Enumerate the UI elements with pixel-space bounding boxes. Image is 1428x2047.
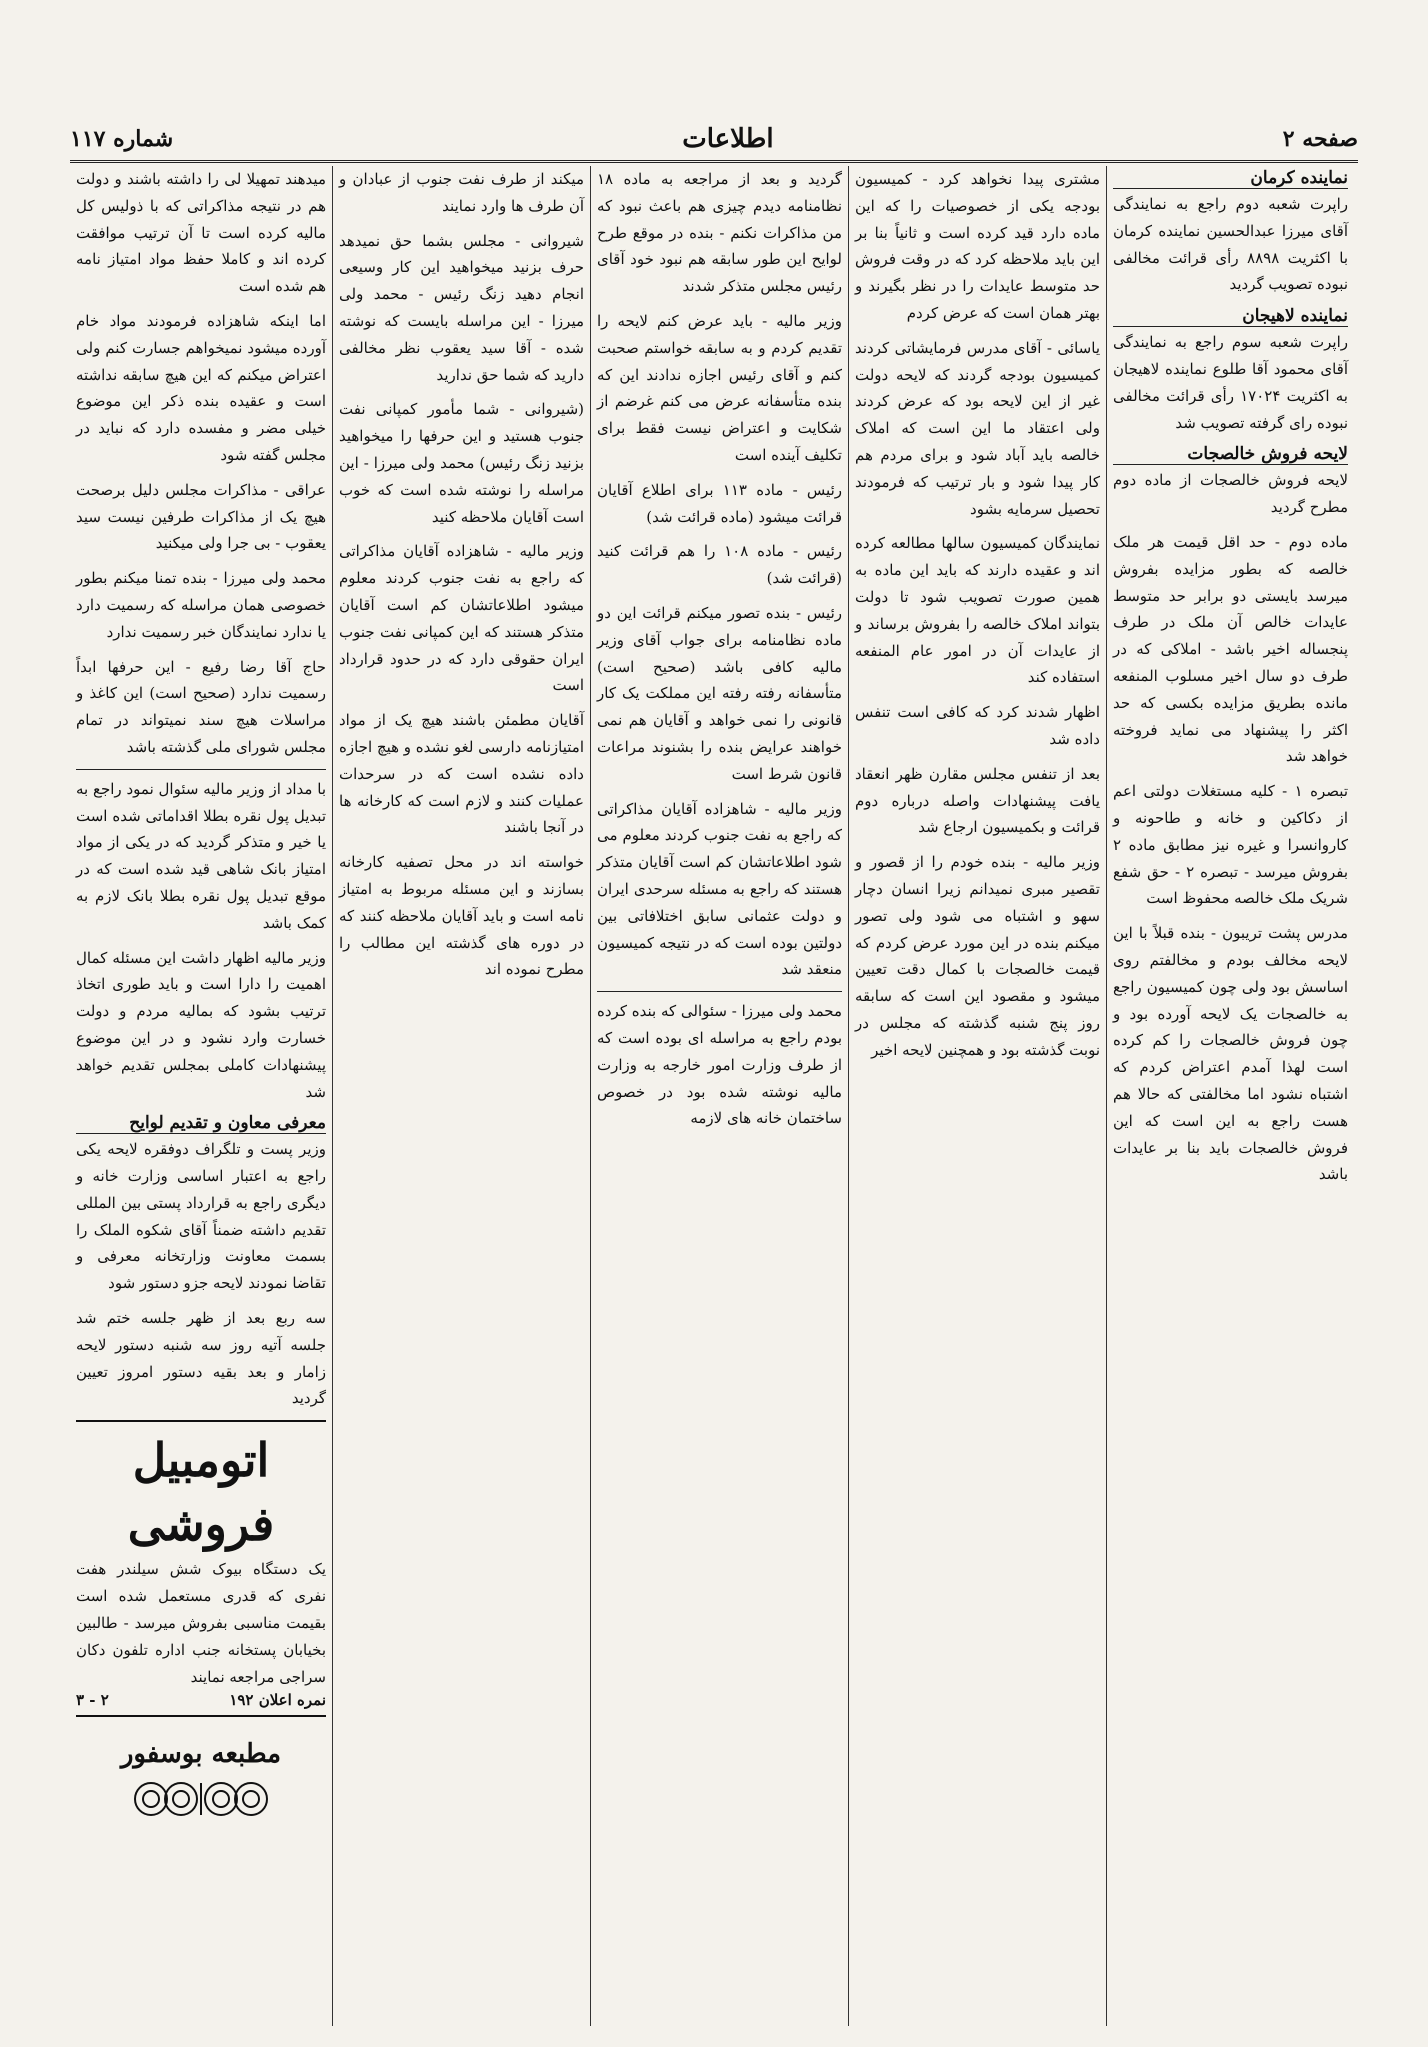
section-title: معرفی معاون و تقدیم لوایح — [76, 1113, 326, 1134]
paragraph: نمایندگان کمیسیون سالها مطالعه کرده اند و عقیده دارند که باید این ماده به همین صورت تصویب شود تا دولت بتواند املاک خالصه را بفروش برساند و از عایدات آن در امور عام المنفعه استفاده کند — [855, 534, 1100, 687]
paragraph: شیروانی - مجلس بشما حق نمیدهد حرف بزنید میخواهید این کار وسیعی انجام دهید زنگ رئیس - محمد ولی میرزا - این مراسله بایست که نوشته شده - آقا سید یعقوب نظر مخالفی دارید که شما حق ندارید — [339, 231, 584, 384]
ad-number: نمره اعلان ۱۹۲ — [229, 1691, 326, 1710]
paragraph: رئیس - ماده ۱۰۸ را هم قرائت کنید (قرائت شد) — [597, 542, 842, 588]
paragraph: محمد ولی میرزا - سئوالی که بنده کرده بودم راجع به مراسله ای بوده است که از طرف وزارت امور خارجه به وزارت مالیه نوشته شده بود در خصوص ساختمان خانه های لازمه — [597, 1002, 842, 1128]
newspaper-title: اطلاعات — [682, 124, 774, 154]
paragraph: میدهند تمهیلا لی را داشته باشند و دولت هم در نتیجه مذاکراتی که با ذولیس کل مالیه کرده است تا آن ترتیب موافقت کرده اند و کاملا حفظ مواد امتیاز نامه هم شده است — [76, 170, 326, 296]
paragraph: لایحه فروش خالصجات از ماده دوم مطرح گردید — [1113, 471, 1348, 517]
divider — [76, 769, 326, 770]
ad-body: یک دستگاه بیوک شش سیلندر هفت نفری که قدری مستعمل شده است بقیمت مناسبی بفروش میرسد - طالبین بخیابان پستخانه جنب اداره تلفون دکان سراجی مراجعه نمایند — [76, 1560, 326, 1687]
paragraph: رئیس - ماده ۱۱۳ برای اطلاع آقایان قرائت میشود (ماده قرائت شد) — [597, 480, 842, 526]
paragraph: راپرت شعبه سوم راجع به نمایندگی آقای محمود آقا طلوع نماینده لاهیجان به اکثریت ۱۷۰۲۴ رأی قرائت مخالفی نبوده رای گرفته تصویب شد — [1113, 333, 1348, 432]
section-title: لایحه فروش خالصجات — [1113, 444, 1348, 465]
paragraph: ماده دوم - حد اقل قیمت هر ملک خالصه که بطور مزایده بفروش میرسد بایستی دو برابر حد متوسط عایدات خالص آن ملک در طرف پنجساله اخیر باشد - املاکی که در طرف دو سال اخیر مسلوب المنفعه مانده بطریق مزایده بکسی که حد اکثر را پیشنهاد می نماید فروخته خواهد شد — [1113, 532, 1348, 766]
paragraph: راپرت شعبه دوم راجع به نمایندگی آقای میرزا عبدالحسین نماینده کرمان با اکثریت ۸۸۹۸ رأی قرائت مخالفی نبوده تصویب گردید — [1113, 195, 1348, 294]
paragraph: خواسته اند در محل تصفیه کارخانه بسازند و این مسئله مربوط به امتیاز نامه است و باید آقایان ملاحظه کنند که در دوره های گذشته این مطالب را مطرح نموده اند — [339, 853, 584, 979]
paragraph: وزیر مالیه اظهار داشت این مسئله کمال اهمیت را دارا است و باید طوری اتخاذ ترتیب بشود که بمالیه مردم و دولت خسارت وارد نشود و در این موضوع پیشنهادات کاملی بمجلس تقدیم خواهد شد — [76, 948, 326, 1101]
paragraph: سه ربع بعد از ظهر جلسه ختم شد جلسه آتیه روز سه شنبه دستور لایحه زامار و بعد بقیه دستور امروز تعیین گردید — [76, 1309, 326, 1408]
page-header — [70, 118, 1358, 163]
column-4 — [332, 166, 590, 2026]
paragraph: وزیر مالیه - شاهزاده آقایان مذاکراتی که راجع به نفت جنوب کردند معلوم میشود اطلاعاتشان کم است آقایان متذکر هستند که این کمپانی نفت جنوب ایران حقوقی دارد که در حدود قرارداد است — [339, 542, 584, 695]
paragraph: وزیر مالیه - شاهزاده آقایان مذاکراتی که راجع به نفت جنوب کردند معلوم می شود اطلاعاتشان کم است آقایان متذکر هستند که راجع به مسئله سرحدی ایران و دولت عثمانی سابق اختلافاتی بین دولتین بوده است که در نتیجه کمیسیون منعقد شد — [597, 799, 842, 979]
column-3 — [590, 166, 848, 2026]
paragraph: وزیر پست و تلگراف دوفقره لایحه یکی راجع به اعتبار اساسی وزارت خانه و دیگری راجع به قرارداد پستی بین المللی تقدیم داشته ضمناً آقای شکوه الملک را بسمت معاونت وزارتخانه معرفی و تقاضا نمودند لایحه جزو دستور شود — [76, 1140, 326, 1293]
printer-name: مطبعه بوسفور — [120, 1739, 282, 1770]
ad-number-row — [76, 1691, 326, 1709]
paragraph: محمد ولی میرزا - بنده تمنا میکنم بطور خصوصی همان مراسله که رسمیت دارد یا ندارد نمایندگان خبر رسمیت ندارد — [76, 569, 326, 641]
paragraph: مدرس پشت تریبون - بنده قبلاً با این لایحه مخالف بودم و مخالفتم روی اساسش بود ولی چون کمیسیون راجع به خالصجات یک لایحه آورده بود و چون فروش خالصجات را کم کرده است لهذا آمدم اعتراض کردم که اشتباه نشود اما مخالفتی که حالا هم هست راجع به این است که این فروش خالصجات باید بنا بر عایدات باشد — [1113, 924, 1348, 1184]
divider — [597, 991, 842, 992]
section-title: نماینده کرمان — [1113, 168, 1348, 189]
paragraph: گردید و بعد از مراجعه به ماده ۱۸ نظامنامه دیدم چیزی هم باعث نبود که من مذاکرات نکنم - بنده در موقع طرح لوایح این طور سابقه هم نبود خود آقای رئیس مجلس متذکر شدند — [597, 170, 842, 296]
paragraph: یاسائی - آقای مدرس فرمایشاتی کردند کمیسیون بودجه گردند که لایحه دولت غیر از این لایحه بود که عرض کردند ولی اعتقاد ما این است که املاک خالصه باید آباد شود و برای مردم هم کار پیدا شود و بار ترتیب که فرمودند تحصیل سرمایه بشود — [855, 338, 1100, 518]
page-number: صفحه ۲ — [1282, 126, 1358, 152]
column-1 — [1106, 166, 1354, 2026]
column-5 — [70, 166, 332, 2026]
ad-title: اتومبیل فروشی — [127, 1433, 275, 1552]
paragraph: با مداد از وزیر مالیه سئوال نمود راجع به تبدیل پول نقره بطلا اقداماتی شده است یا خیر و متذکر گردید که در یکی از مواد امتیاز بانک شاهی قید شده است که در موقع تبدیل پول نقره بطلا بانک لازم به کمک باشد — [76, 779, 326, 932]
paragraph: عراقی - مذاکرات مجلس دلیل برصحت هیچ یک از مذاکرات طرفین نیست سید یعقوب - بی جرا ولی میکنید — [76, 480, 326, 553]
paragraph: اظهار شدند کرد که کافی است تنفس داده شد — [855, 703, 1100, 748]
ornament-icon — [76, 1777, 326, 1821]
columns — [70, 166, 1354, 2026]
paragraph: وزیر مالیه - باید عرض کنم لایحه را تقدیم کردم و به سابقه خواستم صحبت کنم و آقای رئیس اجازه ندادند این که بنده متأسفانه عرض می کنم غرضم از شکایت و اعتراض نیست فقط برای تکلیف آینده است — [597, 311, 842, 464]
paragraph: (شیروانی - شما مأمور کمپانی نفت جنوب هستید و این حرفها را میخواهید بزنید زنگ رئیس) محمد ولی میرزا - این مراسله را نوشته شده است که خوب است آقایان ملاحظه کنید — [339, 400, 584, 526]
paragraph: مشتری پیدا نخواهد کرد - کمیسیون بودجه یکی از خصوصیات را که این ماده دارد قید کرده است و ثانیاً بنا بر این باید ملاحظه کرد که در وقت فروش حد متوسط عایدات را در نظر بگیرند و بهتر همان است که عرض کردم — [855, 170, 1100, 322]
paragraph: اما اینکه شاهزاده فرمودند مواد خام آورده میشود نمیخواهم جسارت کنم ولی اعتراض میکنم که این هیچ سابقه نداشته است و عقیده بنده ذکر این موضوع خیلی مضر و مفسده دارد که نباید در مجلس گفته شود — [76, 311, 326, 464]
classified-ad — [76, 1420, 326, 1717]
paragraph: رئیس - بنده تصور میکنم قرائت این دو ماده نظامنامه برای جواب آقای وزیر مالیه کافی باشد (صحیح است) متأسفانه رفته رفته این مملکت یک کار قانونی را نمی خواهد و آقایان هم نمی خواهند عرایض بنده را بشنوند مراعات قانون شرط است — [597, 603, 842, 783]
paragraph: میکند از طرف نفت جنوب از عبادان و آن طرف ها وارد نمایند — [339, 170, 584, 215]
paragraph: حاج آقا رضا رفیع - این حرفها ابداً رسمیت ندارد (صحیح است) این کاغذ و مراسلات هیچ سند نمیتواند در تمام مجلس شورای ملی گذشته باشد — [76, 657, 326, 756]
paragraph: وزیر مالیه - بنده خودم را از قصور و تقصیر مبری نمیدانم زیرا انسان دچار سهو و اشتباه می شود ولی تصور میکنم بنده در این مورد عرض کردم که قیمت خالصجات با کمال دقت تعیین میشود و مقصود این است که سابقه روز پنج شنبه گذشته که مجلس در نوبت گذشته بود و همچنین لایحه اخیر — [855, 853, 1100, 1059]
paragraph: آقایان مطمئن باشند هیچ یک از مواد امتیازنامه دارسی لغو نشده و هیچ اجازه داده نشده است که در سرحدات عملیات کنند و لازم است که کارخانه ها در آنجا باشند — [339, 711, 584, 837]
column-2 — [848, 166, 1106, 2026]
section-title: نماینده لاهیجان — [1113, 306, 1348, 327]
paragraph: تبصره ۱ - کلیه مستغلات دولتی اعم از دکاکین و خانه و طاحونه و کاروانسرا و غیره نیز مطابق ماده ۲ بفروش میرسد - تبصره ۲ - حق شفع شریک ملک خالصه محفوظ است — [1113, 782, 1349, 908]
issue-number: شماره ۱۱۷ — [70, 126, 174, 152]
ad-count: ۲ - ۳ — [76, 1691, 109, 1710]
paragraph: بعد از تنفس مجلس مقارن ظهر انعقاد یافت پیشنهادات واصله درباره دوم قرائت و بکمیسیون ارجاع شد — [855, 764, 1100, 837]
